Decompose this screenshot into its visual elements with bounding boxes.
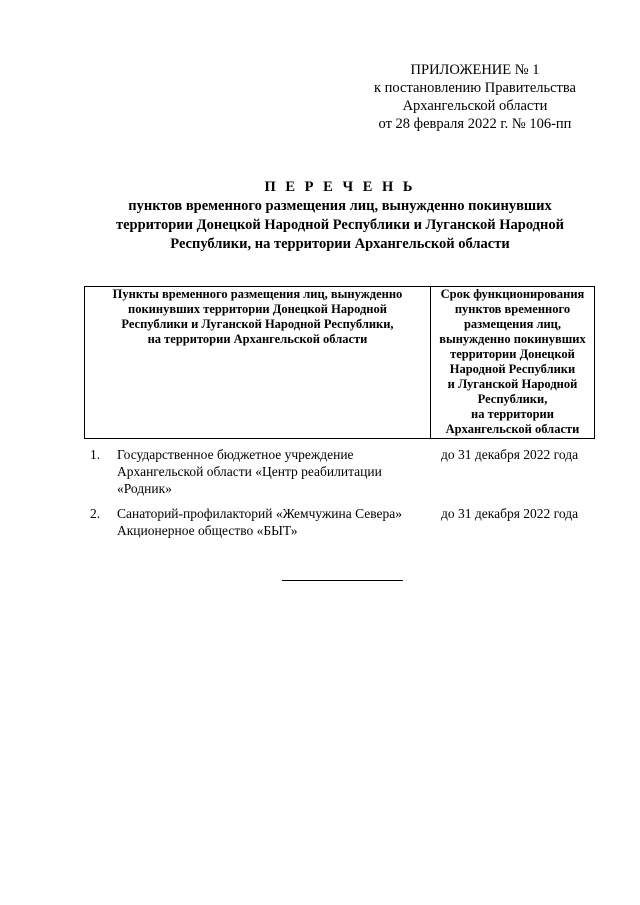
- header-term-line: на территории: [471, 407, 554, 421]
- document-title: П Е Р Е Ч Е Н Ь: [264, 179, 416, 195]
- heading-line-3: Республики, на территории Архангельской области: [170, 236, 510, 252]
- row-number: 1.: [90, 447, 101, 462]
- row-name: [117, 446, 417, 497]
- appendix-resolution: к постановлению Правительства: [374, 80, 576, 96]
- header-term-line: Республики,: [477, 392, 548, 406]
- row-number: 2.: [90, 506, 101, 521]
- document-heading: [60, 178, 620, 254]
- heading-line-2: территории Донецкой Народной Республики и Луганской Народной: [116, 217, 564, 233]
- row-name-line: Санаторий-профилакторий «Жемчужина Севера»: [117, 506, 403, 521]
- appendix-block: [330, 61, 620, 133]
- row-name-line: «Родник»: [117, 481, 172, 496]
- row-term: до 31 декабря 2022 года: [441, 506, 579, 521]
- end-divider: [282, 580, 403, 581]
- header-term-line: Срок функционирования: [440, 287, 585, 301]
- header-term-line: и Луганской Народной: [447, 377, 578, 391]
- appendix-number: ПРИЛОЖЕНИЕ № 1: [410, 62, 540, 78]
- row-name-line: Государственное бюджетное учреждение: [117, 447, 354, 462]
- header-points-line: на территории Архангельской области: [147, 332, 368, 346]
- appendix-region: Архангельской области: [402, 98, 548, 114]
- header-term-line: размещения лиц,: [463, 317, 561, 331]
- header-term-line: вынужденно покинувших: [439, 332, 586, 346]
- row-term: до 31 декабря 2022 года: [441, 447, 579, 462]
- header-term-line: Архангельской области: [445, 422, 580, 436]
- header-term-line: пунктов временного: [454, 302, 571, 316]
- table-header: [84, 286, 595, 439]
- header-term-line: территории Донецкой: [450, 347, 575, 361]
- table-header-row: [85, 287, 595, 439]
- row-name-line: Акционерное общество «БЫТ»: [117, 523, 298, 538]
- header-points-line: Пункты временного размещения лиц, вынужденно: [112, 287, 403, 301]
- heading-line-1: пунктов временного размещения лиц, вынужденно покинувших: [128, 198, 552, 214]
- header-term-line: Народной Республики: [449, 362, 576, 376]
- row-name-line: Архангельской области «Центр реабилитации: [117, 464, 382, 479]
- header-cell-term: [430, 287, 594, 439]
- header-points-line: покинувших территории Донецкой Народной: [128, 302, 387, 316]
- header-cell-points: [85, 287, 431, 439]
- appendix-date: от 28 февраля 2022 г. № 106-пп: [378, 116, 572, 132]
- header-points-line: Республики и Луганской Народной Республики,: [121, 317, 394, 331]
- row-name: [117, 505, 417, 539]
